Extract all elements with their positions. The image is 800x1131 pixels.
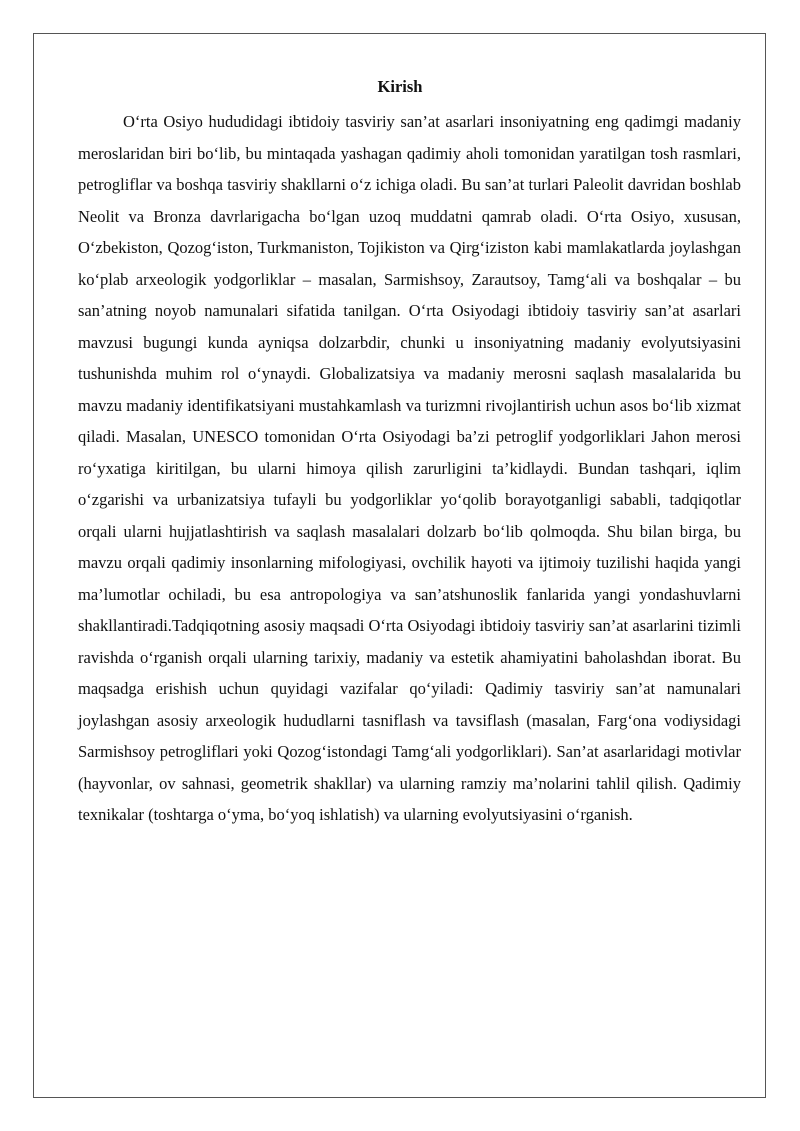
body-paragraph: O‘rta Osiyo hududidagi ibtidoiy tasviriy san’at asarlari insoniyatning eng qadimgi madaniy meroslaridan biri bo‘lib, bu mintaqada yashagan qadimiy aholi tomonidan yaratilgan tosh rasmlari, petrogliflar va boshqa tasviriy shakllarni o‘z ichiga oladi. Bu san’at turlari Paleolit davridan boshlab Neolit va Bronza davrlarigacha bo‘lgan uzoq muddatni qamrab oladi. O‘rta Osiyo, xususan, O‘zbekiston, Qozog‘iston, Turkmaniston, Tojikiston va Qirg‘iziston kabi mamlakatlarda joylashgan ko‘plab arxeologik yodgorliklar – masalan, Sarmishsoy, Zarautsoy, Tamg‘ali va boshqalar – bu san’atning noyob namunalari sifatida tanilgan. O‘rta Osiyodagi ibtidoiy tasviriy san’at asarlari mavzusi bugungi kunda ayniqsa dolzarbdir, chunki u insoniyatning madaniy evolyutsiyasini tushunishda muhim rol o‘ynaydi. Globalizatsiya va madaniy merosni saqlash masalalarida bu mavzu madaniy identifikatsiyani mustahkamlash va turizmni rivojlantirish uchun asos bo‘lib xizmat qiladi. Masalan, UNESCO tomonidan O‘rta Osiyodagi ba’zi petroglif yodgorliklari Jahon merosi ro‘yxatiga kiritilgan, bu ularni himoya qilish zarurligini ta’kidlaydi. Bundan tashqari, iqlim o‘zgarishi va urbanizatsiya tufayli bu yodgorliklar yo‘qolib borayotganligi sababli, tadqiqotlar orqali ularni hujjatlashtirish va saqlash masalalari dolzarb bo‘lib qolmoqda. Shu bilan birga, bu mavzu orqali qadimiy insonlarning mifologiyasi, ovchilik hayoti va ijtimoiy tuzilishi haqida yangi ma’lumotlar ochiladi, bu esa antropologiya va san’atshunoslik fanlarida yangi yondashuvlarni shakllantiradi.Tadqiqotning asosiy maqsadi O‘rta Osiyodagi ibtidoiy tasviriy san’at asarlarini tizimli ravishda o‘rganish orqali ularning tarixiy, madaniy va estetik ahamiyatini baholashdan iborat. Bu maqsadga erishish uchun quyidagi vazifalar qo‘yiladi: Qadimiy tasviriy san’at namunalari joylashgan asosiy arxeologik hududlarni tasniflash va tavsiflash (masalan, Farg‘ona vodiysidagi Sarmishsoy petrogliflari yoki Qozog‘istondagi Tamg‘ali yodgorliklari). San’at asarlaridagi motivlar (hayvonlar, ov sahnasi, geometrik shakllar) va ularning ramziy ma’nolarini tahlil qilish. Qadimiy texnikalar (toshtarga o‘yma, bo‘yoq ishlatish) va ularning evolyutsiyasini o‘rganish. [78, 112, 741, 824]
document-title: Kirish [377, 77, 423, 96]
